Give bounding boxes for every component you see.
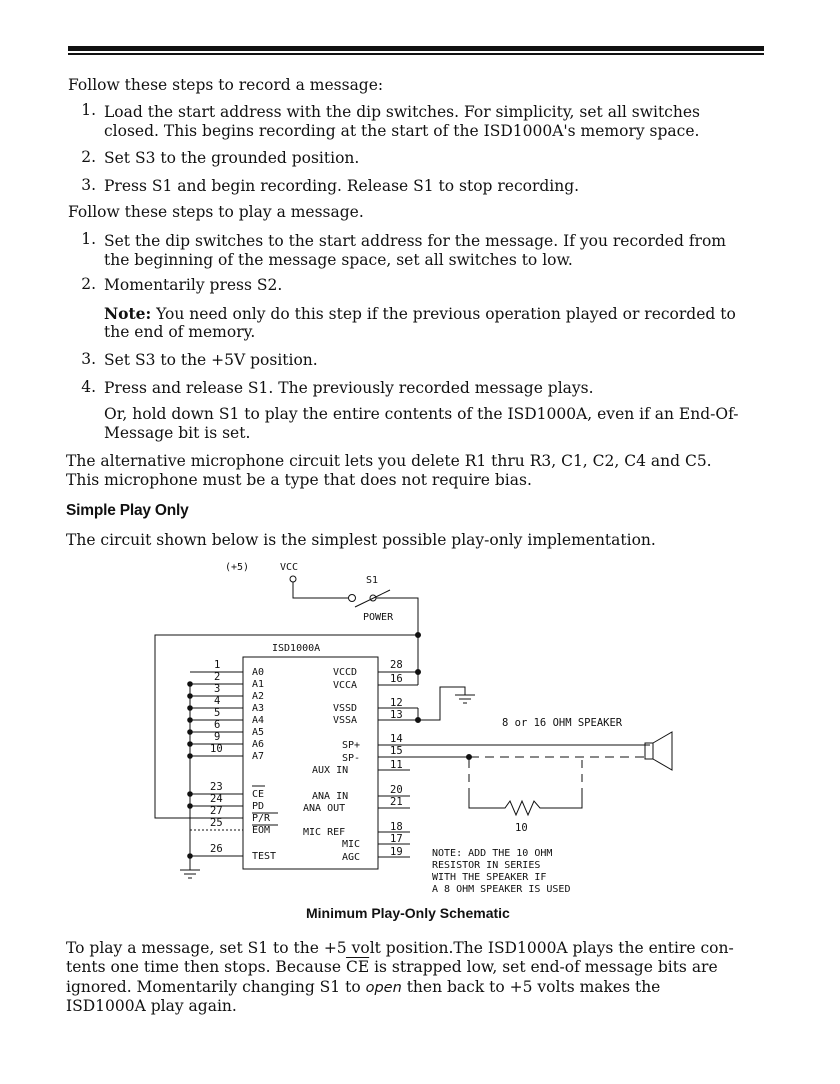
pin-number: 23 — [210, 781, 223, 793]
pin-number: 1 — [214, 659, 221, 671]
record-step-number: 2. — [81, 148, 96, 166]
pin-number: 4 — [214, 695, 221, 707]
switch-contact-a — [349, 595, 356, 602]
vcc-wire — [293, 582, 348, 598]
play-step-line: Press and release S1. The previously recorded message plays. — [104, 379, 594, 397]
pin-name: A3 — [252, 703, 265, 714]
pin-name: A2 — [252, 691, 265, 702]
pin-name: VSSD — [333, 703, 358, 714]
pin-name: VCCA — [333, 680, 358, 691]
closing-text: ignored. Momentarily changing S1 to — [66, 978, 366, 996]
pin-name: A6 — [252, 739, 265, 750]
pin-number: 28 — [390, 659, 403, 671]
pin-number: 20 — [390, 784, 403, 796]
play-step-line: Set S3 to the +5V position. — [104, 351, 318, 369]
pin-number: 13 — [390, 709, 403, 721]
pin-number: 19 — [390, 846, 403, 858]
pin-name: SP- — [342, 753, 361, 764]
play-step-line: the beginning of the message space, set all switches to low. — [104, 251, 573, 269]
play-step-line: Set the dip switches to the start address for the message. If you recorded from — [104, 232, 726, 250]
pin-name: ANA IN — [312, 791, 349, 802]
ground-symbol-right — [455, 695, 475, 703]
figure-caption: Minimum Play-Only Schematic — [306, 905, 510, 921]
alt-mic-line: The alternative microphone circuit lets you delete R1 thru R3, C1, C2, C4 and C5. — [66, 452, 712, 470]
closing-line: ISD1000A play again. — [66, 997, 237, 1015]
pin-number: 5 — [214, 707, 221, 719]
record-step-number: 1. — [81, 101, 96, 119]
pin-number: 27 — [210, 805, 223, 817]
junction-dot — [416, 670, 421, 675]
record-step-line: Load the start address with the dip switches. For simplicity, set all switches — [104, 103, 700, 121]
closing-line: To play a message, set S1 to the +5 volt position.The ISD1000A plays the entire con- — [66, 939, 734, 957]
pin-name: PD — [252, 801, 265, 812]
record-step-line: Press S1 and begin recording. Release S1 to stop recording. — [104, 177, 580, 195]
vcc-label: VCC — [280, 562, 299, 573]
resistor — [469, 788, 582, 815]
pd-pr-wire — [155, 635, 418, 818]
pin-name: ANA OUT — [303, 803, 346, 814]
alt-mic-line: This microphone must be a type that does not require bias. — [66, 471, 532, 489]
speaker-cone — [653, 732, 672, 770]
or-text-line: Message bit is set. — [104, 424, 251, 442]
pin-number: 26 — [210, 843, 223, 855]
pin-number: 12 — [390, 697, 403, 709]
schematic-note-line: RESISTOR IN SERIES — [432, 860, 541, 871]
pin-number: 17 — [390, 833, 403, 845]
left-pins — [190, 659, 276, 862]
closing-line — [66, 978, 660, 998]
schematic-note-line: WITH THE SPEAKER IF — [432, 872, 547, 883]
section-heading: Simple Play Only — [66, 502, 189, 519]
pin-name: A4 — [252, 715, 265, 726]
note-text: You need only do this step if the previous operation played or recorded to — [151, 305, 736, 323]
play-step-number: 3. — [81, 350, 96, 368]
pin-name: VCCD — [333, 667, 358, 678]
pin-number: 3 — [214, 683, 221, 695]
record-step-line: Set S3 to the grounded position. — [104, 149, 360, 167]
pin-number: 6 — [214, 719, 221, 731]
ground-symbol-left — [180, 870, 200, 878]
pin-name: MIC — [342, 839, 361, 850]
pin-number: 18 — [390, 821, 403, 833]
pin-name: VSSA — [333, 715, 358, 726]
vss-ground-wire — [418, 687, 465, 720]
play-step-number: 4. — [81, 378, 96, 396]
record-step-number: 3. — [81, 176, 96, 194]
switch-label: S1 — [366, 575, 379, 586]
open-word: open — [365, 980, 402, 996]
closing-text: is strapped low, set end-of message bits are — [369, 958, 718, 976]
closing-line — [66, 958, 718, 977]
vcc-terminal — [290, 576, 296, 582]
pin-number: 14 — [390, 733, 403, 745]
ce-signal: $\overline{CE}$ — [345, 958, 370, 976]
pin-number: 15 — [390, 745, 403, 757]
play-step-number: 2. — [81, 275, 96, 293]
pin-name: A5 — [252, 727, 265, 738]
closing-text: tents one time then stops. Because — [66, 958, 346, 976]
pin-name: P/R — [252, 813, 271, 824]
pin-number: 2 — [214, 671, 221, 683]
or-text-line: Or, hold down S1 to play the entire contents of the ISD1000A, even if an End-Of- — [104, 405, 739, 423]
supply-label: (+5) — [225, 562, 250, 573]
note-line-2: the end of memory. — [104, 323, 256, 341]
note-label: Note: — [104, 304, 152, 323]
pin-name: AGC — [342, 852, 361, 863]
power-label: POWER — [363, 612, 394, 623]
pin-number: 25 — [210, 817, 223, 829]
record-intro: Follow these steps to record a message: — [68, 76, 384, 94]
pin-number: 9 — [214, 731, 221, 743]
pin-name: TEST — [252, 851, 277, 862]
junction-dot — [467, 755, 472, 760]
pin-name: SP+ — [342, 740, 361, 751]
play-step-number: 1. — [81, 230, 96, 248]
pin-name: A1 — [252, 679, 265, 690]
play-intro: Follow these steps to play a message. — [68, 203, 364, 221]
schematic-note-line: NOTE: ADD THE 10 OHM — [432, 848, 553, 859]
closing-text: then back to +5 volts makes the — [401, 978, 661, 996]
right-pins — [303, 659, 418, 863]
pin-name: A0 — [252, 667, 265, 678]
pin-name: CE — [252, 789, 265, 800]
play-step-line: Momentarily press S2. — [104, 276, 283, 294]
schematic-note-line: A 8 OHM SPEAKER IS USED — [432, 884, 571, 895]
pin-number: 21 — [390, 796, 403, 808]
pin-name: AUX IN — [312, 765, 349, 776]
pin-number: 11 — [390, 759, 403, 771]
chip-label: ISD1000A — [272, 643, 321, 654]
pin-number: 10 — [210, 743, 223, 755]
speaker-label: 8 or 16 OHM SPEAKER — [502, 717, 623, 729]
pin-name: A7 — [252, 751, 265, 762]
pin-number: 16 — [390, 673, 403, 685]
pin-name: EOM — [252, 825, 271, 836]
section-intro: The circuit shown below is the simplest possible play-only implementation. — [66, 531, 656, 549]
pin-name: MIC REF — [303, 827, 346, 838]
pin-number: 24 — [210, 793, 223, 805]
resistor-label: 10 — [515, 822, 528, 834]
record-step-line: closed. This begins recording at the start of the ISD1000A's memory space. — [104, 122, 700, 140]
